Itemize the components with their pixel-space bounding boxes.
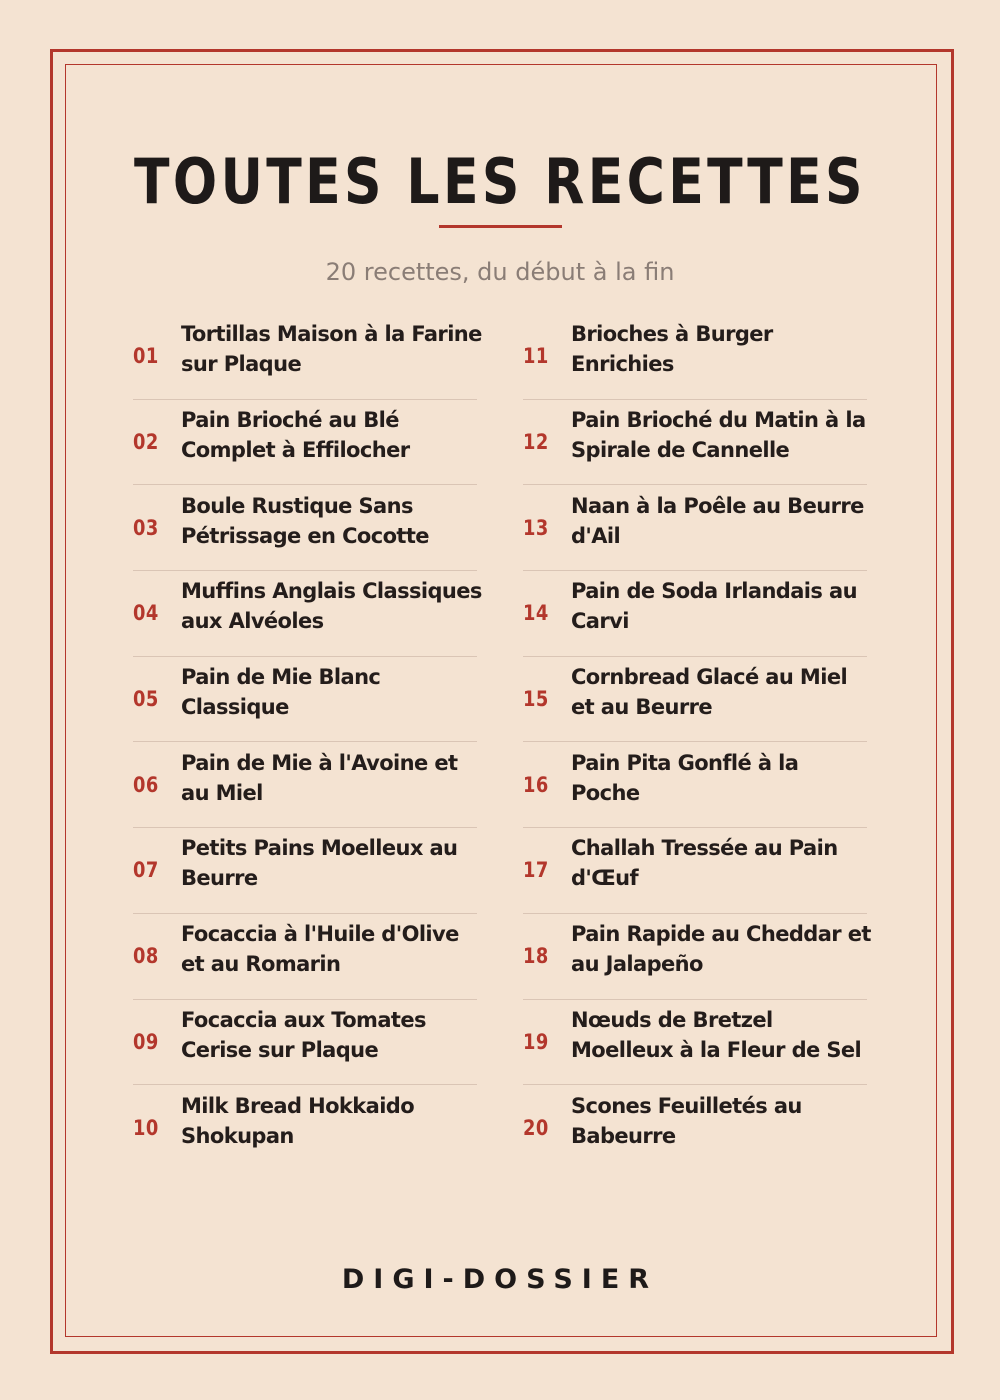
title-underline: [439, 225, 562, 228]
list-item: [133, 399, 477, 485]
recipe-number: 01: [133, 343, 159, 368]
recipe-name: Focaccia à l'Huile d'Olive et au Romarin: [181, 922, 459, 977]
list-item: [523, 913, 871, 999]
recipe-number: 04: [133, 601, 159, 626]
recipe-name: Brioches à Burger Enrichies: [571, 321, 773, 376]
list-item: [133, 570, 482, 656]
recipe-name: Tortillas Maison à la Farine sur Plaque: [181, 321, 482, 376]
recipe-list-right: [523, 313, 871, 1170]
recipe-name: Pain Brioché au Blé Complet à Effilocher: [181, 408, 410, 463]
list-item: [523, 827, 867, 913]
recipe-name: Boule Rustique Sans Pétrissage en Cocotte: [181, 493, 429, 548]
recipe-name: Petits Pains Moelleux au Beurre: [181, 836, 458, 891]
recipe-number: 19: [523, 1029, 549, 1054]
recipe-number: 12: [523, 430, 549, 455]
recipe-number: 10: [133, 1115, 159, 1140]
list-item: [523, 313, 867, 399]
recipe-name: Cornbread Glacé au Miel et au Beurre: [571, 665, 848, 720]
recipe-number: 05: [133, 687, 159, 712]
recipe-number: 20: [523, 1115, 549, 1140]
recipe-number: 15: [523, 687, 549, 712]
recipe-name: Muffins Anglais Classiques aux Alvéoles: [181, 579, 482, 634]
list-item: [133, 484, 477, 570]
list-item: [523, 999, 867, 1085]
recipe-number: 02: [133, 430, 159, 455]
recipe-number: 08: [133, 944, 159, 969]
list-item: [133, 313, 482, 399]
recipe-number: 14: [523, 601, 549, 626]
list-item: [523, 570, 867, 656]
recipe-number: 03: [133, 515, 159, 540]
recipe-number: 16: [523, 772, 549, 797]
recipe-number: 18: [523, 944, 549, 969]
recipe-name: Pain de Soda Irlandais au Carvi: [571, 579, 857, 634]
recipe-name: Pain Rapide au Cheddar et au Jalapeño: [571, 922, 871, 977]
list-item: [523, 741, 867, 827]
list-item: [523, 484, 867, 570]
recipe-name: Scones Feuilletés au Babeurre: [571, 1093, 802, 1148]
list-item: [523, 399, 867, 485]
brand-footer: DIGI-DOSSIER: [341, 1264, 659, 1295]
recipe-name: Challah Tressée au Pain d'Œuf: [571, 836, 838, 891]
recipe-name: Nœuds de Bretzel Moelleux à la Fleur de Sel: [571, 1007, 862, 1062]
recipe-name: Focaccia aux Tomates Cerise sur Plaque: [181, 1007, 426, 1062]
recipe-name: Milk Bread Hokkaido Shokupan: [181, 1093, 415, 1148]
recipe-number: 07: [133, 858, 159, 883]
recipe-number: 17: [523, 858, 549, 883]
list-item: [133, 741, 477, 827]
page-subtitle: 20 recettes, du début à la fin: [325, 258, 675, 286]
recipe-number: 13: [523, 515, 549, 540]
recipe-name: Pain de Mie Blanc Classique: [181, 665, 381, 720]
page-title: TOUTES LES RECETTES: [134, 145, 866, 218]
list-item: [133, 1084, 477, 1170]
recipe-name: Naan à la Poêle au Beurre d'Ail: [571, 493, 864, 548]
list-item: [523, 656, 867, 742]
list-item: [523, 1084, 867, 1170]
list-item: [133, 999, 477, 1085]
recipe-list-left: [133, 313, 482, 1170]
recipe-number: 06: [133, 772, 159, 797]
recipe-name: Pain Pita Gonflé à la Poche: [571, 750, 799, 805]
recipe-name: Pain de Mie à l'Avoine et au Miel: [181, 750, 458, 805]
recipe-number: 09: [133, 1029, 159, 1054]
list-item: [133, 913, 477, 999]
recipe-number: 11: [523, 343, 549, 368]
list-item: [133, 827, 477, 913]
list-item: [133, 656, 477, 742]
recipe-name: Pain Brioché du Matin à la Spirale de Cannelle: [571, 408, 866, 463]
